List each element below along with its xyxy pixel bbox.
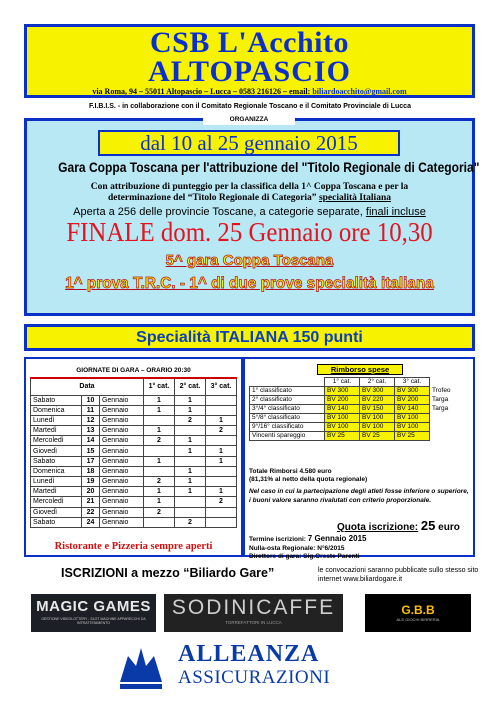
- calendar-cat1: 2: [144, 436, 175, 446]
- calendar-cat2: 1: [175, 446, 206, 456]
- attribution-line-1: Con attribuzione di punteggio per la classifica della 1^ Coppa Toscana e per la: [90, 182, 409, 192]
- calendar-cat3: [206, 395, 237, 405]
- rimborso-position: 1° classificato: [250, 387, 325, 396]
- totals-percent: (81,31% al netto della quota regionale): [249, 476, 368, 483]
- calendar-date-number: 12: [82, 415, 100, 425]
- event-prova: 1^ prova T.R.C. - 1^ di due prove specialità italiana: [65, 275, 434, 292]
- calendar-row: [31, 426, 237, 436]
- rimborso-row: [250, 405, 460, 414]
- calendar-cat1: 1: [144, 456, 175, 466]
- rimborso-prize: Targa: [432, 396, 449, 403]
- rimborso-position: 9°/16° classificato: [250, 423, 325, 432]
- calendar-date-number: 21: [82, 497, 100, 507]
- calendar-cat1: 1: [144, 405, 175, 415]
- calendar-panel: [24, 357, 243, 557]
- calendar-date-number: 22: [82, 507, 100, 517]
- rimborso-note: Nel caso in cui la partecipazione degli atleti fosse inferiore o superiore, i buoni valore saranno rivalutati con criterio proporzionale.: [249, 488, 469, 504]
- col-cat2: 2° cat.: [175, 378, 206, 395]
- calendar-day: Sabato: [31, 395, 82, 405]
- event-box: [24, 116, 480, 316]
- sodini-subtitle: TORREFATTORI IN LUCCA: [225, 620, 282, 625]
- calendar-date-number: 20: [82, 487, 100, 497]
- calendar-cat3: 1: [206, 487, 237, 497]
- attribution-specialty: specialità Italiana: [318, 193, 391, 203]
- calendar-month: Gennaio: [99, 477, 143, 487]
- calendar-cat3: [206, 436, 237, 446]
- calendar-cat1: [144, 466, 175, 476]
- calendar-month: Gennaio: [99, 415, 143, 425]
- rimborso-cat2-value: BV 300: [360, 387, 395, 396]
- fibis-line: F.I.B.I.S. - in collaborazione con il Comitato Regionale Toscano e il Comitato Provinciale di Lucca: [89, 103, 411, 110]
- rimborso-row: [250, 423, 460, 432]
- calendar-day: Lunedì: [31, 477, 82, 487]
- calendar-cat2: [175, 497, 206, 507]
- calendar-day: Lunedì: [31, 415, 82, 425]
- magic-games-name: MAGIC GAMES: [36, 598, 151, 615]
- calendar-date-number: 15: [82, 446, 100, 456]
- calendar-month: Gennaio: [99, 405, 143, 415]
- event-final: FINALE dom. 25 Gennaio ore 10,30: [66, 217, 433, 247]
- rimborso-col-prize: [430, 378, 460, 387]
- calendar-day: Domenica: [31, 466, 82, 476]
- calendar-cat2: [175, 507, 206, 517]
- termini-block: [249, 535, 366, 562]
- calendar-row: [31, 497, 237, 507]
- calendar-date-number: 19: [82, 477, 100, 487]
- calendar-day: Mercoledì: [31, 436, 82, 446]
- quota-value: 25: [420, 518, 436, 533]
- rimborso-header-blank: [250, 378, 325, 387]
- calendar-cat2: 1: [175, 395, 206, 405]
- calendar-cat1: 1: [144, 487, 175, 497]
- gbb-logo: [365, 594, 471, 632]
- rimborso-prize: [430, 423, 460, 432]
- club-name: CSB L'Acchito: [149, 26, 349, 59]
- rimborso-totals: [249, 468, 367, 484]
- calendar-cat3: 2: [206, 497, 237, 507]
- club-city: ALTOPASCIO: [148, 55, 351, 88]
- calendar-row: [31, 395, 237, 405]
- rimborso-col-cat1: 1° cat.: [325, 378, 360, 387]
- calendar-cat3: [206, 477, 237, 487]
- alleanza-name: ALLEANZA: [178, 641, 320, 667]
- calendar-day: Domenica: [31, 405, 82, 415]
- calendar-month: Gennaio: [99, 507, 143, 517]
- alleanza-subtitle: ASSICURAZIONI: [178, 667, 331, 688]
- rimborso-col-cat3: 3° cat.: [395, 378, 430, 387]
- sodini-caffe-logo: [164, 594, 343, 632]
- event-dates: dal 10 al 25 gennaio 2015: [98, 130, 400, 156]
- calendar-day: Martedì: [31, 426, 82, 436]
- open-to-text: Aperta a 256 delle provincie Toscane, a categorie separate,: [73, 206, 363, 218]
- rimborso-position: Vincenti spareggio: [250, 432, 325, 441]
- rimborso-prize: [430, 432, 460, 441]
- calendar-month: Gennaio: [99, 395, 143, 405]
- calendar-month: Gennaio: [99, 436, 143, 446]
- calendar-date-number: 13: [82, 426, 100, 436]
- calendar-row: [31, 415, 237, 425]
- rimborso-cat2-value: BV 220: [360, 396, 395, 405]
- address-text: via Roma, 94 – 55011 Altopascio – Lucca – 0583 216126 – email:: [92, 87, 313, 96]
- rimborso-panel: [243, 357, 475, 560]
- calendar-cat1: 1: [144, 497, 175, 507]
- calendar-cat3: [206, 507, 237, 517]
- calendar-cat3: 2: [206, 426, 237, 436]
- calendar-month: Gennaio: [99, 426, 143, 436]
- totals-amount: Totale Rimborsi 4.580 euro: [249, 468, 332, 475]
- calendar-cat2: 1: [175, 487, 206, 497]
- calendar-cat2: [175, 456, 206, 466]
- specialty-banner: Specialità ITALIANA 150 punti: [24, 324, 475, 351]
- rimborso-cat3-value: BV 25: [395, 432, 430, 441]
- calendar-row: [31, 405, 237, 415]
- alleanza-logo: [114, 639, 386, 695]
- calendar-date-number: 18: [82, 466, 100, 476]
- calendar-cat2: [175, 426, 206, 436]
- event-title: Gara Coppa Toscana per l'attribuzione del "Titolo Regionale di Categoria": [58, 159, 480, 175]
- gbb-name: G.B.B: [401, 603, 435, 617]
- event-attribution: [37, 182, 462, 204]
- rimborso-cat3-value: BV 200: [395, 396, 430, 405]
- nulla-osta: Nulla-osta Regionale: N°6/2015: [249, 544, 345, 552]
- calendar-date-number: 24: [82, 517, 100, 527]
- iscrizioni-heading: ISCRIZIONI a mezzo “Biliardo Gare”: [61, 566, 275, 580]
- rimborso-cat3-value: BV 100: [395, 423, 430, 432]
- rimborso-cat2-value: BV 100: [360, 414, 395, 423]
- rimborso-cat1-value: BV 25: [325, 432, 360, 441]
- rimborso-prize: [430, 414, 460, 423]
- rimborso-prize: Trofeo: [432, 387, 451, 394]
- direttore-gara: Direttore di gara: Sig.Oreste Parenti: [249, 553, 360, 560]
- calendar-row: [31, 507, 237, 517]
- calendar-title: GIORNATE DI GARA – ORARIO 20:30: [76, 367, 191, 374]
- attribution-text: determinazione del “Titolo Regionale di Categoria”: [108, 193, 317, 203]
- rimborso-cat2-value: BV 100: [360, 423, 395, 432]
- termini-label: Termine iscrizioni:: [249, 536, 306, 543]
- calendar-cat1: [144, 415, 175, 425]
- rimborso-prize: Targa: [432, 405, 449, 412]
- rimborso-cat3-value: BV 300: [395, 387, 430, 396]
- event-gara-number: 5^ gara Coppa Toscana: [165, 252, 334, 269]
- rimborso-cat2-value: BV 150: [360, 405, 395, 414]
- email-link[interactable]: biliardoacchito@gmail.com: [312, 87, 407, 96]
- rimborso-body: [250, 387, 460, 441]
- rimborso-cat1-value: BV 200: [325, 396, 360, 405]
- sponsor-logos: [31, 594, 475, 632]
- calendar-cat2: 2: [175, 415, 206, 425]
- calendar-header-row: [31, 378, 237, 395]
- calendar-month: Gennaio: [99, 466, 143, 476]
- col-data: Data: [31, 378, 144, 395]
- header-banner: [24, 24, 475, 98]
- calendar-cat3: [206, 517, 237, 527]
- calendar-date-number: 17: [82, 456, 100, 466]
- quota-iscrizione: [337, 518, 460, 533]
- calendar-row: [31, 487, 237, 497]
- rimborso-cat1-value: BV 140: [325, 405, 360, 414]
- quota-unit: euro: [438, 522, 460, 533]
- calendar-row: [31, 456, 237, 466]
- col-cat3: 3° cat.: [206, 378, 237, 395]
- rimborso-cat3-value: BV 100: [395, 414, 430, 423]
- attribution-line-2: [37, 193, 462, 204]
- calendar-cat3: 1: [206, 415, 237, 425]
- calendar-cat2: 1: [175, 477, 206, 487]
- convocazioni-note: le convocazioni saranno pubblicate sullo stesso sito internet www.biliardogare.it: [318, 567, 479, 583]
- rimborso-position: 5°/8° classificato: [250, 414, 325, 423]
- rimborso-col-cat2: 2° cat.: [360, 378, 395, 387]
- calendar-date-number: 10: [82, 395, 100, 405]
- rimborso-row: [250, 387, 460, 396]
- magic-games-subtitle: GESTIONE VIDEOLOTTERY - SLOT MACHINE APPARECCHI DA INTRATTENIMENTO: [41, 617, 146, 625]
- open-to-finals: finali incluse: [365, 206, 426, 218]
- rimborso-header-row: [250, 378, 460, 387]
- rimborso-row: [250, 432, 460, 441]
- calendar-cat2: 1: [175, 436, 206, 446]
- calendar-cat1: 1: [144, 395, 175, 405]
- calendar-day: Sabato: [31, 456, 82, 466]
- calendar-month: Gennaio: [99, 446, 143, 456]
- calendar-month: Gennaio: [99, 517, 143, 527]
- calendar-day: Mercoledì: [31, 497, 82, 507]
- calendar-cat2: 1: [175, 405, 206, 415]
- calendar-cat1: 2: [144, 477, 175, 487]
- sodini-name: SODINICAFFE: [171, 596, 336, 619]
- rimborso-cat1-value: BV 300: [325, 387, 360, 396]
- rimborso-cat1-value: BV 100: [325, 423, 360, 432]
- rimborso-row: [250, 414, 460, 423]
- rimborso-row: [250, 396, 460, 405]
- gbb-subtitle: ALE GIOCHI BIRRERIA: [396, 617, 440, 622]
- calendar-month: Gennaio: [99, 487, 143, 497]
- calendar-date-number: 11: [82, 405, 100, 415]
- calendar-day: Giovedì: [31, 446, 82, 456]
- alleanza-lion-icon: [114, 642, 168, 692]
- restaurant-note: Ristorante e Pizzeria sempre aperti: [54, 541, 213, 552]
- col-cat1: 1° cat.: [144, 378, 175, 395]
- termini-value: 7 Gennaio 2015: [307, 534, 367, 543]
- calendar-row: [31, 466, 237, 476]
- magic-games-logo: [31, 594, 156, 632]
- termini-line: [249, 535, 366, 545]
- rimborso-cat2-value: BV 25: [360, 432, 395, 441]
- calendar-date-number: 14: [82, 436, 100, 446]
- rimborso-position: 2° classificato: [250, 396, 325, 405]
- calendar-body: [31, 395, 237, 527]
- calendar-day: Martedì: [31, 487, 82, 497]
- quota-label: Quota iscrizione:: [337, 522, 419, 533]
- organizza-label: ORGANIZZA: [203, 114, 295, 125]
- rimborso-table: [249, 377, 460, 441]
- calendar-month: Gennaio: [99, 456, 143, 466]
- calendar-table: [30, 377, 237, 528]
- calendar-row: [31, 477, 237, 487]
- calendar-cat3: 1: [206, 456, 237, 466]
- rimborso-cat3-value: BV 140: [395, 405, 430, 414]
- calendar-row: [31, 436, 237, 446]
- calendar-cat1: 1: [144, 426, 175, 436]
- calendar-month: Gennaio: [99, 497, 143, 507]
- rimborso-position: 3°/4° classificato: [250, 405, 325, 414]
- calendar-row: [31, 517, 237, 527]
- rimborso-cat1-value: BV 100: [325, 414, 360, 423]
- calendar-cat1: [144, 517, 175, 527]
- club-address: [27, 87, 472, 96]
- calendar-cat3: 1: [206, 446, 237, 456]
- calendar-day: Sabato: [31, 517, 82, 527]
- calendar-cat3: [206, 405, 237, 415]
- calendar-cat2: 1: [175, 466, 206, 476]
- calendar-row: [31, 446, 237, 456]
- calendar-cat1: [144, 446, 175, 456]
- calendar-cat2: 2: [175, 517, 206, 527]
- rimborso-title: Rimborso spese: [317, 364, 403, 375]
- calendar-cat1: 2: [144, 507, 175, 517]
- calendar-cat3: [206, 466, 237, 476]
- calendar-day: Giovedì: [31, 507, 82, 517]
